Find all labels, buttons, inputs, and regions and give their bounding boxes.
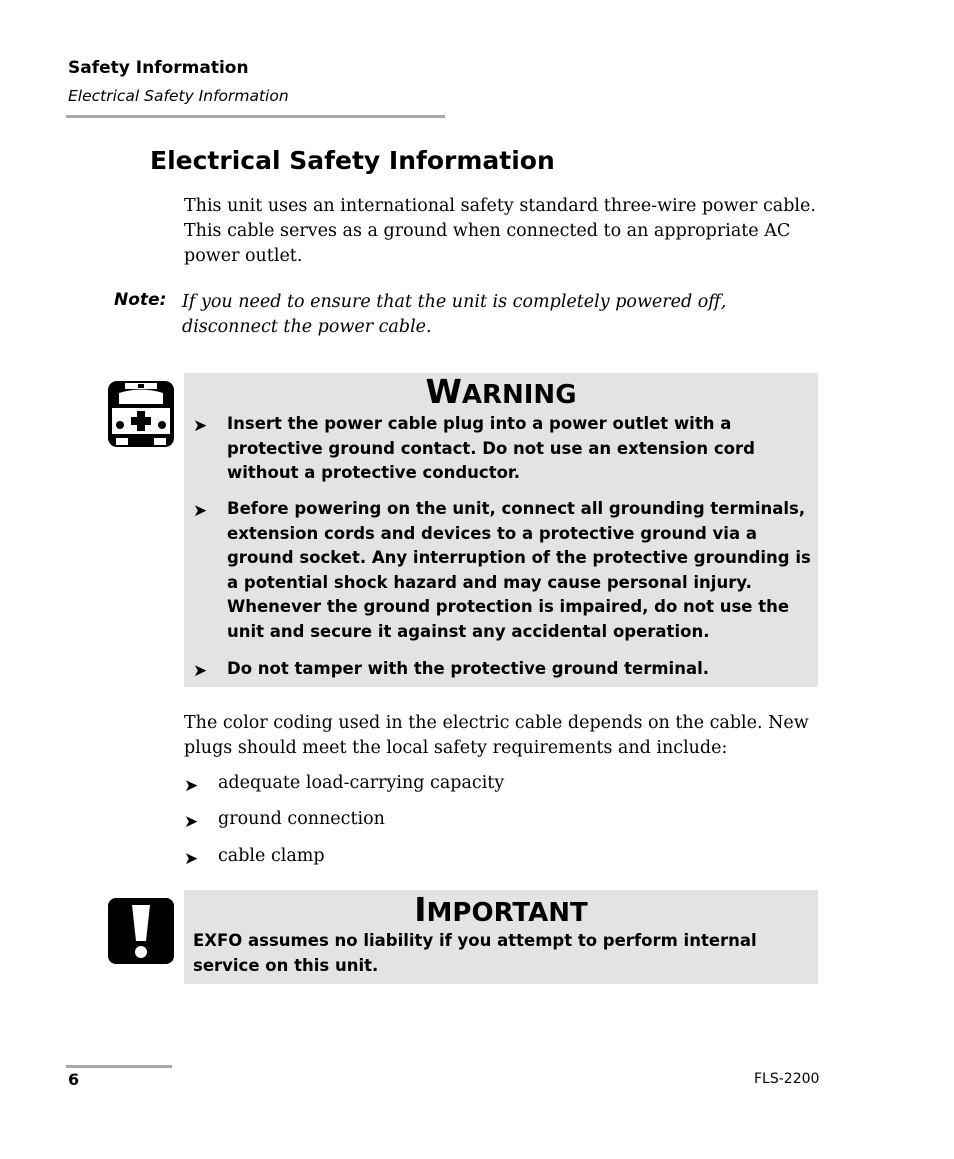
list-item-text: cable clamp — [218, 846, 325, 866]
bullet-arrow-icon: ➤ — [193, 416, 208, 436]
running-header-section: Safety Information — [68, 58, 249, 78]
running-header-subsection: Electrical Safety Information — [68, 87, 289, 105]
list-item-text: ground connection — [218, 809, 385, 829]
footer-rule — [66, 1065, 172, 1068]
important-exclamation-icon — [107, 897, 175, 965]
intro-paragraph: This unit uses an international safety standard three-wire power cable. This cable serves as a ground when connected to an appropriate AC power outlet. — [184, 196, 816, 266]
header-rule — [66, 115, 445, 118]
warning-item-text: Do not tamper with the protective ground terminal. — [227, 659, 710, 678]
warning-ambulance-icon — [107, 380, 175, 448]
color-coding-paragraph: The color coding used in the electric cable depends on the cable. New plugs should meet the local safety requirements and include: — [184, 713, 809, 758]
product-name: FLS-2200 — [754, 1071, 820, 1087]
page-number: 6 — [68, 1070, 80, 1089]
important-title: IMPORTANT — [414, 890, 588, 929]
warning-item-text: Before powering on the unit, connect all grounding terminals, extension cords and devices to a protective ground via a ground socket. Any interruption of the protective grounding is a potential shock hazard and may cause personal injury. Whenever the ground protection is impaired, do not use the unit and secure it against any accidental operation. — [227, 499, 811, 641]
note-label: Note: — [114, 290, 167, 310]
bullet-arrow-icon: ➤ — [193, 661, 208, 681]
warning-item-text: Insert the power cable plug into a power outlet with a protective ground contact. Do not use an extension cord without a protective conductor. — [227, 414, 755, 482]
note-text: If you need to ensure that the unit is completely powered off, disconnect the power cable. — [182, 292, 727, 337]
bullet-arrow-icon: ➤ — [184, 776, 199, 796]
important-text: EXFO assumes no liability if you attempt to perform internal service on this unit. — [193, 931, 757, 975]
bullet-arrow-icon: ➤ — [193, 501, 208, 521]
section-title: Electrical Safety Information — [150, 146, 555, 175]
bullet-arrow-icon: ➤ — [184, 812, 199, 832]
bullet-arrow-icon: ➤ — [184, 849, 199, 869]
list-item-text: adequate load-carrying capacity — [218, 773, 505, 793]
warning-title: WARNING — [425, 372, 577, 411]
